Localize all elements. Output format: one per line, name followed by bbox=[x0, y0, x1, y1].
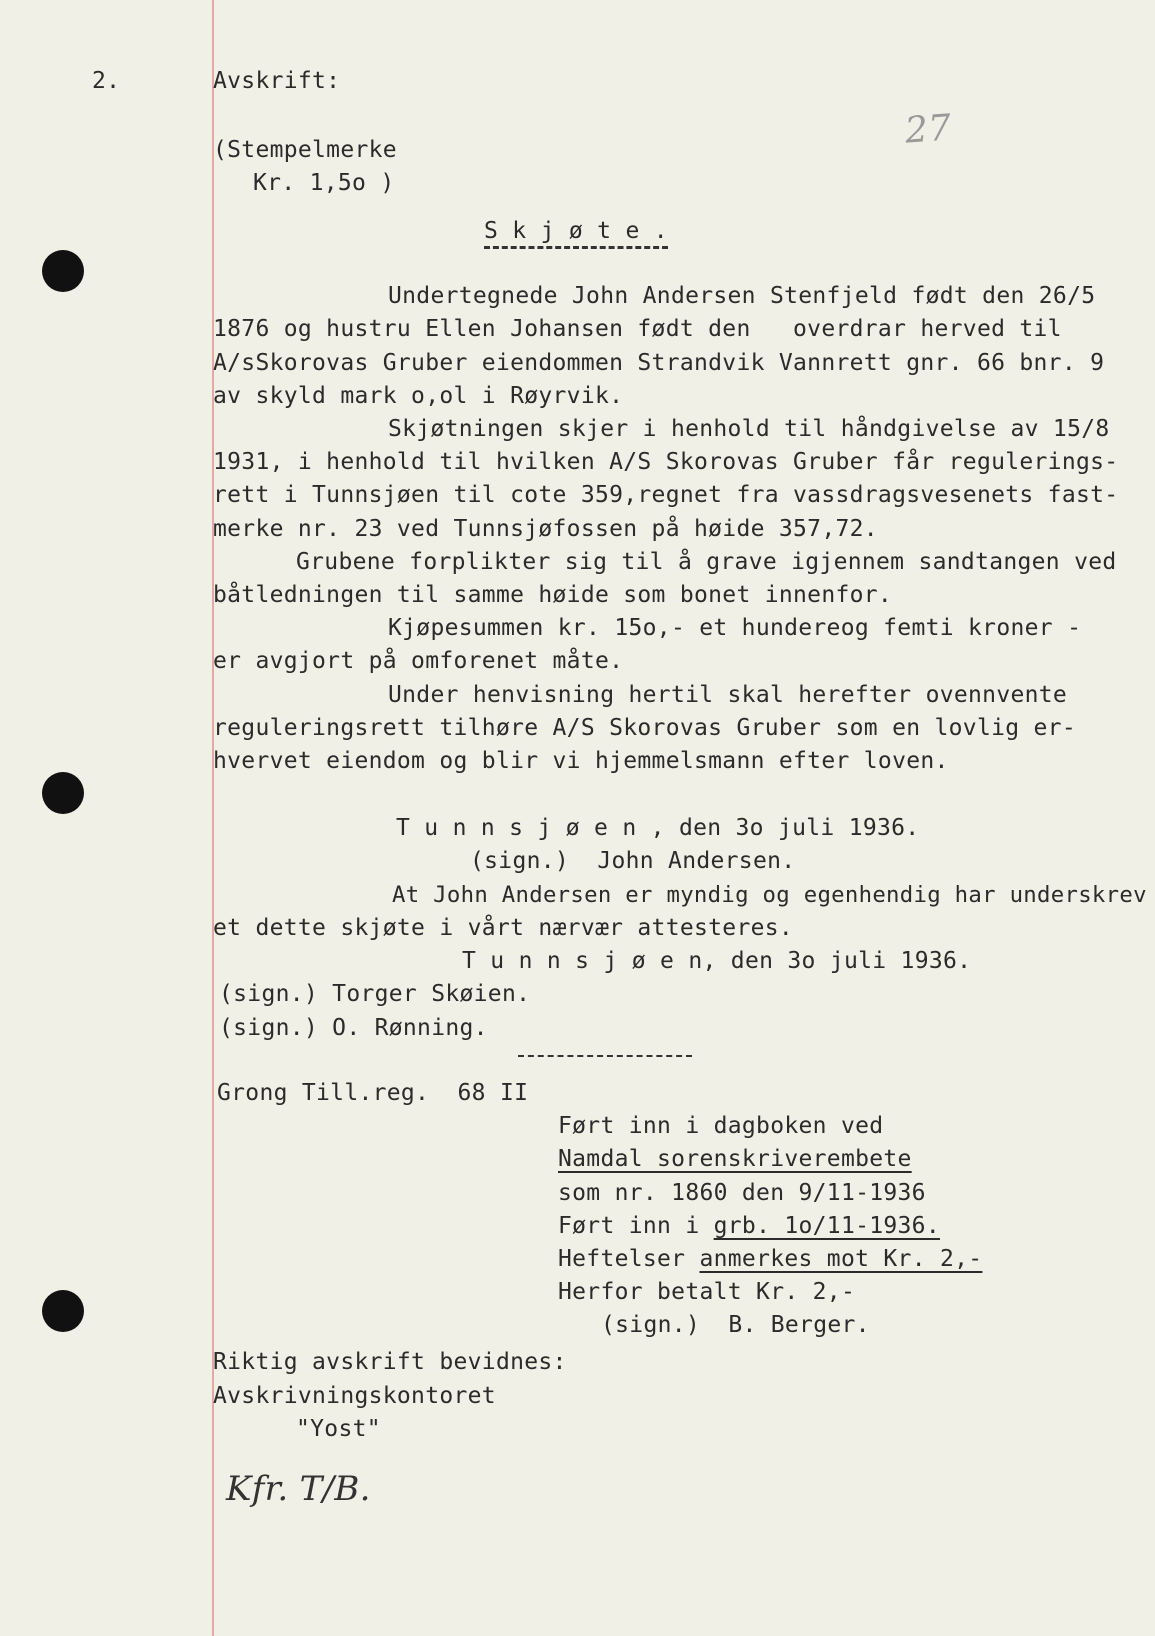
separator-rule bbox=[518, 1055, 692, 1057]
page-number: 2. bbox=[92, 68, 121, 94]
registration-line: Herfor betalt Kr. 2,- bbox=[558, 1279, 856, 1305]
body-line: A/sSkorovas Gruber eiendommen Strandvik Vannrett gnr. 66 bnr. 9 bbox=[213, 350, 1105, 376]
register-reference: Grong Till.reg. 68 II bbox=[217, 1080, 529, 1106]
punch-hole-top bbox=[42, 250, 84, 292]
body-line: Under henvisning hertil skal herefter ovennvente bbox=[388, 682, 1068, 708]
stamp-line-2: Kr. 1,5o ) bbox=[253, 170, 395, 196]
punch-hole-middle bbox=[42, 772, 84, 814]
certification-office: Avskrivningskontoret bbox=[213, 1383, 496, 1409]
punch-hole-bottom bbox=[42, 1290, 84, 1332]
attest-line: et dette skjøte i vårt nærvær attesteres. bbox=[213, 915, 794, 941]
place-date-2: T u n n s j ø e n, den 3o juli 1936. bbox=[462, 948, 972, 974]
body-line: hvervet eiendom og blir vi hjemmelsmann efter loven. bbox=[213, 748, 949, 774]
certification-name: "Yost" bbox=[296, 1416, 381, 1442]
body-line: Grubene forplikter sig til å grave igjennem sandtangen ved bbox=[296, 549, 1117, 575]
stamp-line-1: (Stempelmerke bbox=[213, 137, 397, 163]
registration-line-text: Heftelser bbox=[558, 1246, 700, 1272]
body-line: merke nr. 23 ved Tunnsjøfossen på høide 357,72. bbox=[213, 516, 878, 542]
body-line: Kjøpesummen kr. 15o,- et hundereog femti kroner - bbox=[388, 615, 1082, 641]
pencil-page-mark: 27 bbox=[903, 107, 953, 152]
body-line: er avgjort på omforenet måte. bbox=[213, 648, 624, 674]
registration-line bbox=[558, 1215, 940, 1238]
signature-torger-skoien: (sign.) Torger Skøien. bbox=[219, 981, 531, 1007]
registration-line: som nr. 1860 den 9/11-1936 bbox=[558, 1180, 926, 1206]
body-line: reguleringsrett tilhøre A/S Skorovas Gruber som en lovlig er- bbox=[213, 715, 1076, 741]
registration-line-text: Ført inn i bbox=[558, 1213, 714, 1239]
registration-line bbox=[558, 1248, 982, 1271]
body-line: av skyld mark o,ol i Røyrvik. bbox=[213, 383, 624, 409]
registration-office: Namdal sorenskriverembete bbox=[558, 1146, 912, 1172]
signature-john-andersen: (sign.) John Andersen. bbox=[470, 848, 796, 874]
copy-title: Avskrift: bbox=[213, 68, 341, 94]
place-date-1: T u n n s j ø e n , den 3o juli 1936. bbox=[396, 815, 920, 841]
body-line: båtledningen til samme høide som bonet innenfor. bbox=[213, 582, 893, 608]
body-line: Skjøtningen skjer i henhold til håndgivelse av 15/8 bbox=[388, 416, 1110, 442]
body-line: 1931, i henhold til hvilken A/S Skorovas Gruber får regulerings- bbox=[213, 449, 1119, 475]
deed-heading-text: S k j ø t e . bbox=[484, 218, 668, 249]
body-line: Undertegnede John Andersen Stenfjeld født den 26/5 bbox=[388, 283, 1096, 309]
signature-b-berger: (sign.) B. Berger. bbox=[601, 1312, 870, 1338]
handwritten-initials: Kfr. T/B. bbox=[226, 1469, 371, 1509]
deed-heading bbox=[484, 220, 668, 243]
body-line: rett i Tunnsjøen til cote 359,regnet fra vassdragsvesenets fast- bbox=[213, 482, 1119, 508]
certification-line: Riktig avskrift bevidnes: bbox=[213, 1349, 567, 1375]
signature-o-ronning: (sign.) O. Rønning. bbox=[219, 1015, 488, 1041]
registration-date-underlined: grb. 1o/11-1936. bbox=[713, 1213, 940, 1239]
registration-line: Ført inn i dagboken ved bbox=[558, 1113, 884, 1139]
body-line: 1876 og hustru Ellen Johansen født den overdrar herved til bbox=[213, 316, 1062, 342]
registration-fee-underlined: anmerkes mot Kr. 2,- bbox=[699, 1246, 983, 1272]
attest-line: At John Andersen er myndig og egenhendig har underskrev bbox=[392, 882, 1147, 908]
